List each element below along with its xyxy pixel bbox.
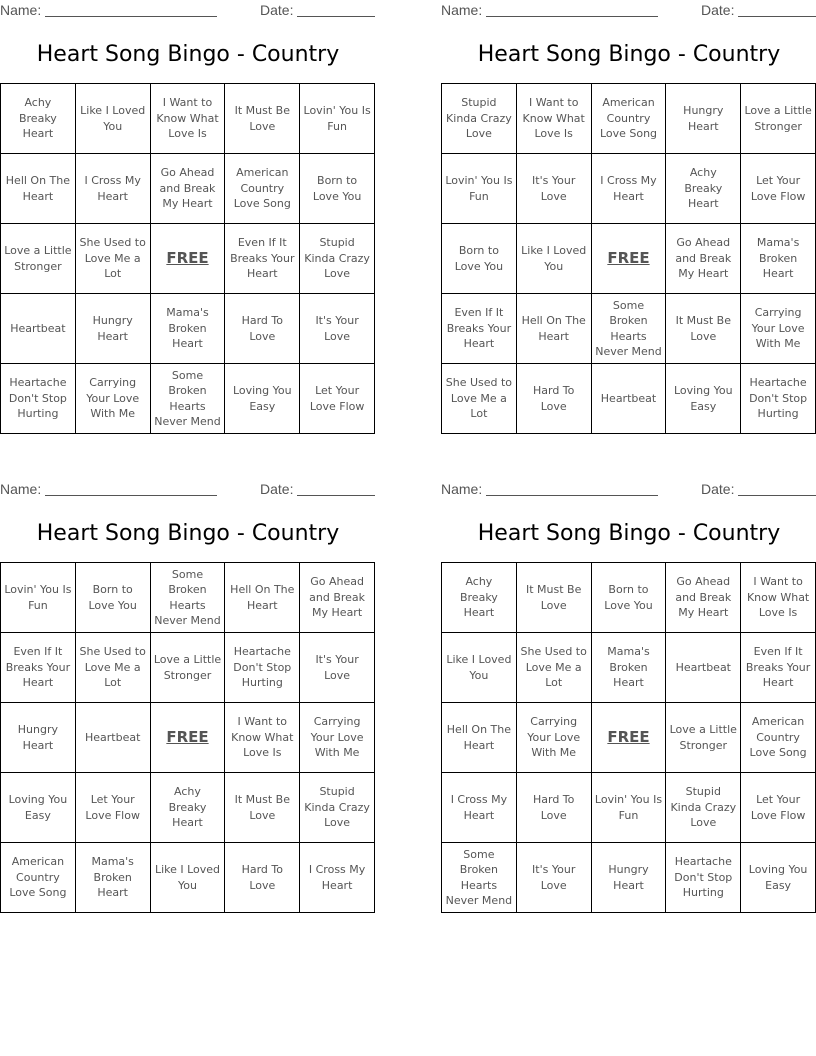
- bingo-cell: Hard To Love: [225, 843, 300, 913]
- bingo-cell: Born to Love You: [442, 224, 517, 294]
- bingo-cell: Stupid Kinda Crazy Love: [300, 773, 375, 843]
- bingo-cell: Mama's Broken Heart: [741, 224, 816, 294]
- bingo-cell: American Country Love Song: [592, 84, 667, 154]
- bingo-cell: Hard To Love: [517, 773, 592, 843]
- bingo-cell: She Used to Love Me a Lot: [76, 633, 151, 703]
- bingo-cell: Like I Loved You: [151, 843, 226, 913]
- bingo-cell: Let Your Love Flow: [741, 154, 816, 224]
- bingo-cell: It Must Be Love: [517, 563, 592, 633]
- bingo-grid: [441, 562, 816, 913]
- bingo-cell: Go Ahead and Break My Heart: [151, 154, 226, 224]
- date-label: Date:: [701, 2, 735, 18]
- bingo-cell: Even If It Breaks Your Heart: [442, 294, 517, 364]
- bingo-cell: Mama's Broken Heart: [151, 294, 226, 364]
- card-title: Heart Song Bingo - Country: [36, 521, 340, 546]
- name-blank-line: [486, 495, 658, 496]
- bingo-grid: [0, 83, 375, 434]
- bingo-cell: I Cross My Heart: [300, 843, 375, 913]
- bingo-cell: Hungry Heart: [1, 703, 76, 773]
- bingo-cell: Carrying Your Love With Me: [517, 703, 592, 773]
- bingo-cell: Lovin' You Is Fun: [300, 84, 375, 154]
- bingo-cell: She Used to Love Me a Lot: [517, 633, 592, 703]
- bingo-cell: Even If It Breaks Your Heart: [225, 224, 300, 294]
- bingo-cell: Hungry Heart: [666, 84, 741, 154]
- bingo-cell: It Must Be Love: [225, 84, 300, 154]
- bingo-cell: Stupid Kinda Crazy Love: [442, 84, 517, 154]
- bingo-cell: American Country Love Song: [1, 843, 76, 913]
- bingo-cell: Loving You Easy: [225, 364, 300, 434]
- bingo-cell: Let Your Love Flow: [300, 364, 375, 434]
- bingo-cell: Achy Breaky Heart: [151, 773, 226, 843]
- card-header: [0, 479, 376, 501]
- bingo-cell: Love a Little Stronger: [151, 633, 226, 703]
- bingo-cell: Hell On The Heart: [442, 703, 517, 773]
- bingo-cell: Hard To Love: [517, 364, 592, 434]
- bingo-cell: Hungry Heart: [76, 294, 151, 364]
- bingo-cell: It's Your Love: [517, 843, 592, 913]
- bingo-cell: Go Ahead and Break My Heart: [666, 563, 741, 633]
- bingo-cell: Heartbeat: [1, 294, 76, 364]
- bingo-cell: Carrying Your Love With Me: [741, 294, 816, 364]
- card-header: [441, 479, 816, 501]
- bingo-cell: Heartbeat: [76, 703, 151, 773]
- bingo-cell: Achy Breaky Heart: [666, 154, 741, 224]
- bingo-cell: I Cross My Heart: [592, 154, 667, 224]
- date-blank-line: [297, 495, 375, 496]
- bingo-cell: Heartache Don't Stop Hurting: [225, 633, 300, 703]
- bingo-cell: I Want to Know What Love Is: [517, 84, 592, 154]
- free-space-cell: FREE: [151, 703, 226, 773]
- date-blank-line: [297, 16, 375, 17]
- name-label: Name:: [0, 2, 42, 18]
- bingo-cell: Lovin' You Is Fun: [1, 563, 76, 633]
- bingo-cell: American Country Love Song: [741, 703, 816, 773]
- bingo-cell: I Want to Know What Love Is: [151, 84, 226, 154]
- bingo-cell: It's Your Love: [300, 294, 375, 364]
- bingo-cell: Hell On The Heart: [225, 563, 300, 633]
- name-label: Name:: [441, 2, 483, 18]
- bingo-cell: I Cross My Heart: [76, 154, 151, 224]
- bingo-cell: Hungry Heart: [592, 843, 667, 913]
- bingo-cell: It's Your Love: [300, 633, 375, 703]
- name-blank-line: [45, 495, 217, 496]
- bingo-cell: Like I Loved You: [517, 224, 592, 294]
- bingo-cell: Loving You Easy: [1, 773, 76, 843]
- bingo-cell: I Want to Know What Love Is: [741, 563, 816, 633]
- free-space-cell: FREE: [151, 224, 226, 294]
- bingo-cell: Carrying Your Love With Me: [76, 364, 151, 434]
- card-header: [441, 0, 816, 22]
- free-space-cell: FREE: [592, 703, 667, 773]
- bingo-cell: Love a Little Stronger: [666, 703, 741, 773]
- bingo-cell: It Must Be Love: [666, 294, 741, 364]
- bingo-cell: Hell On The Heart: [517, 294, 592, 364]
- bingo-cell: She Used to Love Me a Lot: [442, 364, 517, 434]
- bingo-cell: Go Ahead and Break My Heart: [666, 224, 741, 294]
- bingo-cell: Hell On The Heart: [1, 154, 76, 224]
- name-blank-line: [45, 16, 217, 17]
- name-label: Name:: [0, 481, 42, 497]
- date-label: Date:: [701, 481, 735, 497]
- bingo-cell: Heartbeat: [666, 633, 741, 703]
- bingo-cell: Achy Breaky Heart: [1, 84, 76, 154]
- bingo-cell: Let Your Love Flow: [741, 773, 816, 843]
- name-blank-line: [486, 16, 658, 17]
- bingo-cell: American Country Love Song: [225, 154, 300, 224]
- card-title: Heart Song Bingo - Country: [477, 42, 781, 67]
- bingo-cell: Hard To Love: [225, 294, 300, 364]
- bingo-cell: Mama's Broken Heart: [592, 633, 667, 703]
- bingo-cell: Lovin' You Is Fun: [442, 154, 517, 224]
- bingo-cell: Stupid Kinda Crazy Love: [666, 773, 741, 843]
- bingo-cell: Some Broken Hearts Never Mend: [151, 364, 226, 434]
- card-title: Heart Song Bingo - Country: [477, 521, 781, 546]
- date-label: Date:: [260, 2, 294, 18]
- bingo-cell: Born to Love You: [76, 563, 151, 633]
- bingo-cell: Even If It Breaks Your Heart: [1, 633, 76, 703]
- bingo-cell: Some Broken Hearts Never Mend: [442, 843, 517, 913]
- bingo-cell: Like I Loved You: [76, 84, 151, 154]
- bingo-cell: Stupid Kinda Crazy Love: [300, 224, 375, 294]
- bingo-cell: Love a Little Stronger: [1, 224, 76, 294]
- card-header: [0, 0, 376, 22]
- bingo-cell: It's Your Love: [517, 154, 592, 224]
- bingo-grid: [0, 562, 375, 913]
- bingo-cell: Loving You Easy: [741, 843, 816, 913]
- bingo-cell: Carrying Your Love With Me: [300, 703, 375, 773]
- bingo-cell: Love a Little Stronger: [741, 84, 816, 154]
- bingo-cell: It Must Be Love: [225, 773, 300, 843]
- bingo-cell: Born to Love You: [592, 563, 667, 633]
- date-blank-line: [738, 16, 816, 17]
- bingo-cell: Born to Love You: [300, 154, 375, 224]
- bingo-cell: Mama's Broken Heart: [76, 843, 151, 913]
- card-title: Heart Song Bingo - Country: [36, 42, 340, 67]
- bingo-cell: Let Your Love Flow: [76, 773, 151, 843]
- bingo-grid: [441, 83, 816, 434]
- bingo-cell: She Used to Love Me a Lot: [76, 224, 151, 294]
- bingo-cell: Heartache Don't Stop Hurting: [666, 843, 741, 913]
- bingo-cell: Heartbeat: [592, 364, 667, 434]
- date-blank-line: [738, 495, 816, 496]
- bingo-cell: Some Broken Hearts Never Mend: [592, 294, 667, 364]
- bingo-cell: Heartache Don't Stop Hurting: [741, 364, 816, 434]
- bingo-cell: Loving You Easy: [666, 364, 741, 434]
- bingo-cell: Achy Breaky Heart: [442, 563, 517, 633]
- bingo-cell: Even If It Breaks Your Heart: [741, 633, 816, 703]
- bingo-cell: Lovin' You Is Fun: [592, 773, 667, 843]
- bingo-cell: Go Ahead and Break My Heart: [300, 563, 375, 633]
- name-label: Name:: [441, 481, 483, 497]
- bingo-cell: I Want to Know What Love Is: [225, 703, 300, 773]
- bingo-cell: Some Broken Hearts Never Mend: [151, 563, 226, 633]
- date-label: Date:: [260, 481, 294, 497]
- free-space-cell: FREE: [592, 224, 667, 294]
- bingo-cell: Heartache Don't Stop Hurting: [1, 364, 76, 434]
- bingo-cell: I Cross My Heart: [442, 773, 517, 843]
- bingo-cell: Like I Loved You: [442, 633, 517, 703]
